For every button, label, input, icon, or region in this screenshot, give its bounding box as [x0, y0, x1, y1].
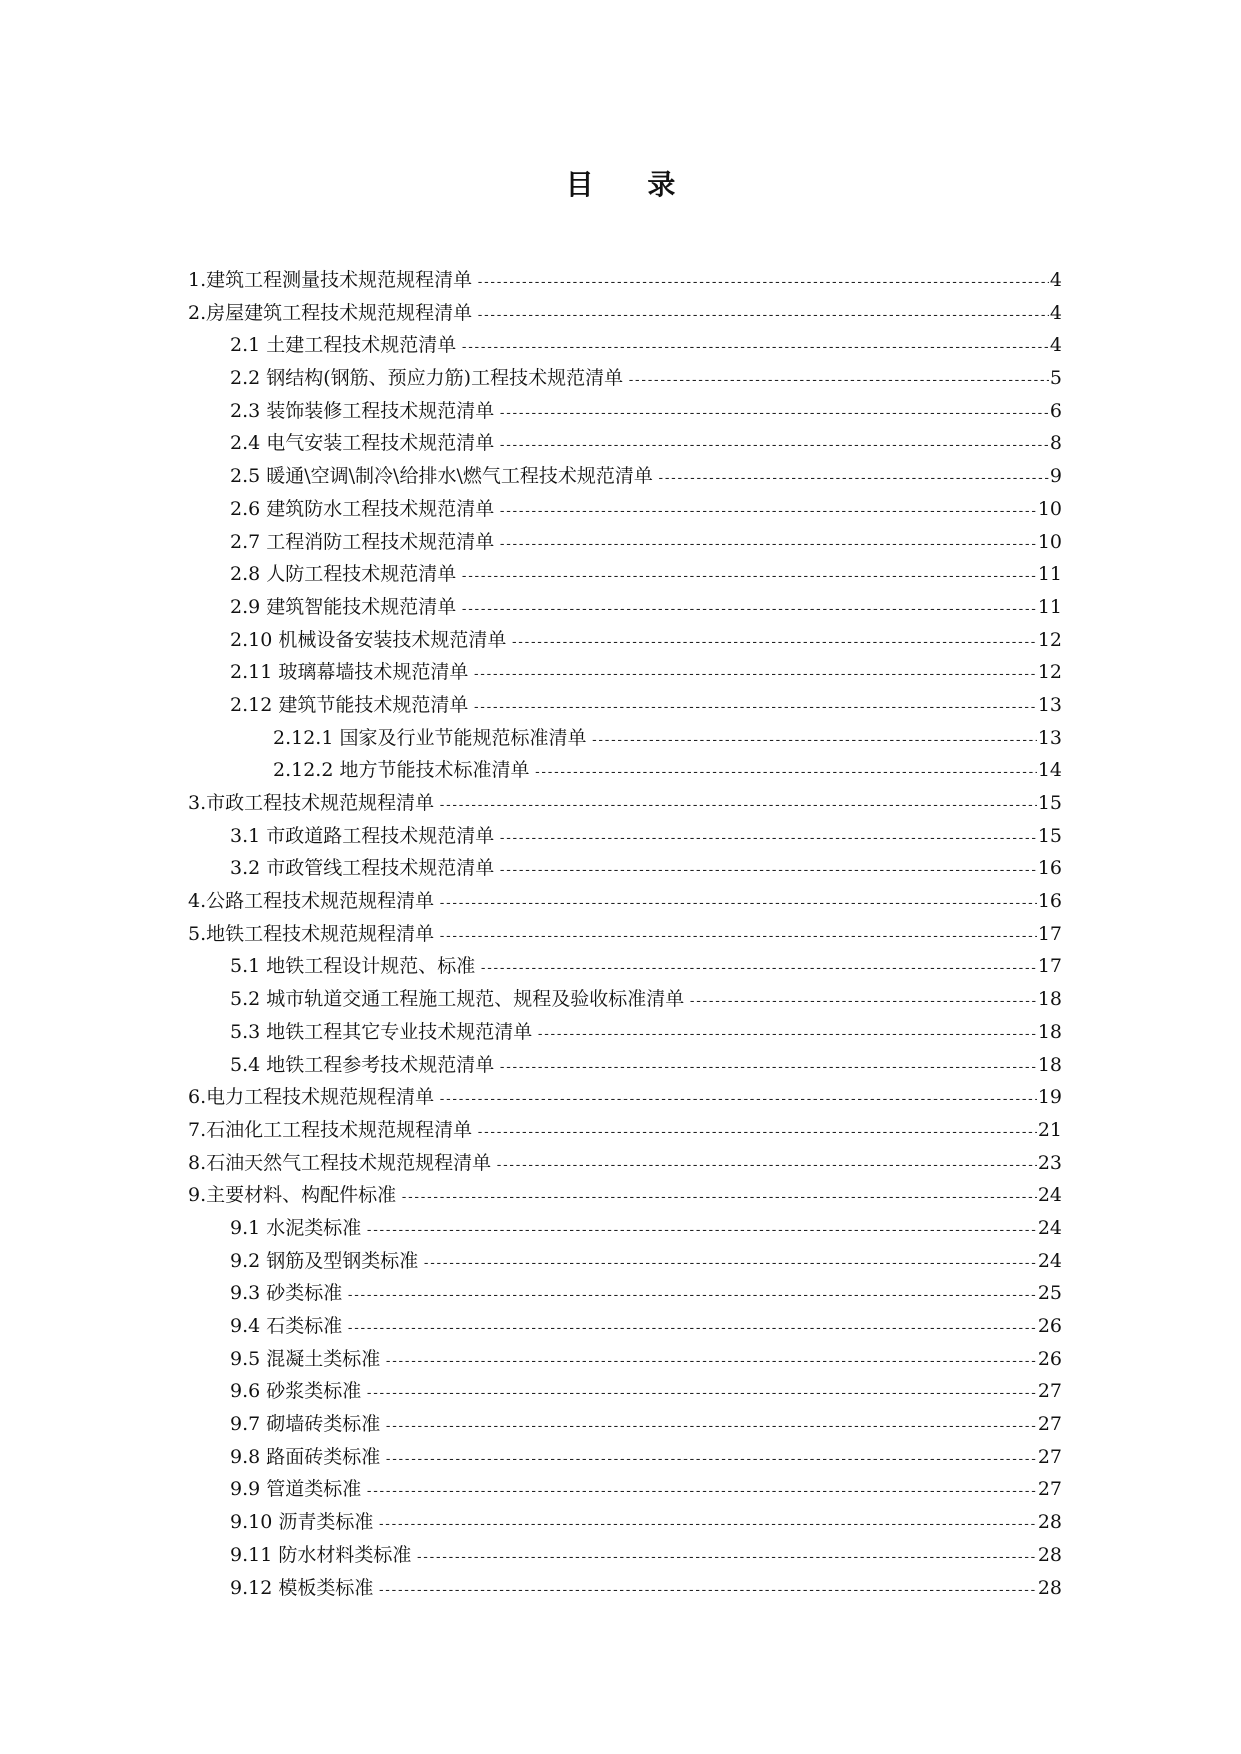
toc-entry[interactable]	[188, 918, 1062, 951]
toc-entry-page-number: 27	[1037, 1413, 1062, 1436]
toc-entry[interactable]	[188, 1441, 1062, 1474]
toc-entry[interactable]	[188, 591, 1062, 624]
toc-entry-label: 9.7 砌墙砖类标准	[230, 1413, 381, 1436]
toc-dot-leader	[476, 267, 1049, 300]
toc-entry-page-number: 8	[1049, 432, 1062, 455]
toc-entry-label: 9.8 路面砖类标准	[230, 1445, 381, 1468]
toc-entry-page-number: 28	[1037, 1576, 1062, 1599]
toc-entry-page-number: 25	[1037, 1282, 1062, 1305]
toc-dot-leader	[495, 1150, 1037, 1183]
toc-entry[interactable]	[188, 722, 1062, 755]
toc-dot-leader	[422, 1248, 1037, 1281]
toc-entry-label: 5.地铁工程技术规范规程清单	[188, 922, 435, 945]
toc-dot-leader	[510, 627, 1036, 660]
toc-dot-leader	[657, 463, 1049, 496]
toc-entry[interactable]	[188, 754, 1062, 787]
toc-entry-page-number: 15	[1037, 824, 1062, 847]
toc-entry[interactable]	[188, 362, 1062, 395]
toc-entry-label: 5.3 地铁工程其它专业技术规范清单	[230, 1020, 533, 1043]
toc-entry[interactable]	[188, 820, 1062, 853]
toc-entry-label: 9.12 模板类标准	[230, 1576, 374, 1599]
toc-entry-page-number: 10	[1037, 530, 1062, 553]
toc-dot-leader	[400, 1182, 1037, 1215]
toc-entry[interactable]	[188, 1016, 1062, 1049]
toc-dot-leader	[365, 1476, 1037, 1509]
toc-dot-leader	[415, 1542, 1036, 1575]
toc-dot-leader	[438, 921, 1037, 954]
toc-entry-label: 7.石油化工工程技术规范规程清单	[188, 1118, 473, 1141]
table-of-contents	[188, 264, 1062, 1604]
toc-entry-label: 1.建筑工程测量技术规范规程清单	[188, 269, 473, 291]
toc-entry-page-number: 5	[1049, 367, 1062, 390]
toc-entry-page-number: 13	[1037, 693, 1062, 716]
toc-entry-page-number: 9	[1049, 465, 1062, 488]
toc-entry-page-number: 27	[1037, 1380, 1062, 1403]
toc-entry-page-number: 4	[1049, 269, 1062, 291]
toc-entry-label: 2.12.2 地方节能技术标准清单	[273, 759, 530, 782]
toc-entry-page-number: 16	[1037, 890, 1062, 913]
toc-entry-label: 9.10 沥青类标准	[230, 1511, 374, 1534]
toc-entry[interactable]	[188, 1277, 1062, 1310]
toc-entry[interactable]	[188, 689, 1062, 722]
toc-dot-leader	[384, 1444, 1037, 1477]
toc-entry[interactable]	[188, 460, 1062, 493]
toc-dot-leader	[460, 561, 1037, 594]
toc-dot-leader	[438, 790, 1037, 823]
toc-dot-leader	[479, 953, 1037, 986]
toc-entry[interactable]	[188, 1049, 1062, 1082]
toc-entry-label: 9.4 石类标准	[230, 1315, 343, 1337]
toc-entry-page-number: 14	[1037, 759, 1062, 782]
toc-entry-label: 9.6 砂浆类标准	[230, 1380, 362, 1403]
toc-dot-leader	[472, 659, 1036, 692]
toc-dot-leader	[476, 1117, 1037, 1150]
toc-entry[interactable]	[188, 1539, 1062, 1572]
toc-entry[interactable]	[188, 1343, 1062, 1376]
toc-entry[interactable]	[188, 983, 1062, 1016]
toc-dot-leader	[498, 529, 1037, 562]
toc-entry[interactable]	[188, 1310, 1062, 1343]
toc-entry-page-number: 28	[1037, 1511, 1062, 1534]
toc-entry-label: 5.2 城市轨道交通工程施工规范、规程及验收标准清单	[230, 988, 685, 1011]
toc-entry-page-number: 26	[1037, 1347, 1062, 1370]
toc-entry-page-number: 18	[1037, 1020, 1062, 1043]
toc-entry-label: 2.3 装饰装修工程技术规范清单	[230, 399, 495, 422]
toc-entry[interactable]	[188, 395, 1062, 428]
toc-entry[interactable]	[188, 427, 1062, 460]
toc-dot-leader	[438, 888, 1037, 921]
toc-entry[interactable]	[188, 1572, 1062, 1605]
toc-entry-page-number: 24	[1037, 1184, 1062, 1207]
toc-entry-label: 2.4 电气安装工程技术规范清单	[230, 432, 495, 455]
toc-entry-label: 2.11 玻璃幕墙技术规范清单	[230, 661, 469, 684]
toc-dot-leader	[365, 1378, 1037, 1411]
toc-dot-leader	[346, 1280, 1037, 1313]
toc-dot-leader	[498, 430, 1049, 463]
toc-entry-label: 9.主要材料、构配件标准	[188, 1184, 397, 1207]
toc-entry[interactable]	[188, 852, 1062, 885]
toc-entry-label: 3.市政工程技术规范规程清单	[188, 792, 435, 814]
toc-entry[interactable]	[188, 1081, 1062, 1114]
toc-dot-leader	[533, 757, 1036, 790]
toc-entry[interactable]	[188, 950, 1062, 983]
toc-entry[interactable]	[188, 526, 1062, 559]
toc-entry-page-number: 18	[1037, 988, 1062, 1011]
toc-entry-page-number: 13	[1037, 726, 1062, 749]
toc-entry[interactable]	[188, 1375, 1062, 1408]
toc-entry-page-number: 6	[1049, 399, 1062, 422]
toc-dot-leader	[536, 1019, 1037, 1052]
toc-entry-label: 2.10 机械设备安装技术规范清单	[230, 628, 507, 651]
toc-entry-page-number: 26	[1037, 1315, 1062, 1337]
toc-entry-page-number: 17	[1037, 922, 1062, 945]
toc-entry-label: 2.5 暖通\空调\制冷\给排水\燃气工程技术规范清单	[230, 465, 653, 488]
toc-entry-page-number: 12	[1037, 628, 1062, 651]
toc-entry-label: 9.9 管道类标准	[230, 1478, 362, 1501]
toc-dot-leader	[472, 692, 1036, 725]
toc-entry-page-number: 23	[1037, 1151, 1062, 1174]
toc-dot-leader	[377, 1575, 1036, 1608]
toc-entry-label: 8.石油天然气工程技术规范规程清单	[188, 1151, 492, 1174]
toc-dot-leader	[688, 986, 1037, 1019]
toc-entry-page-number: 15	[1037, 792, 1062, 814]
toc-entry[interactable]	[188, 1473, 1062, 1506]
toc-entry-label: 3.1 市政道路工程技术规范清单	[230, 824, 495, 847]
toc-entry-label: 2.12.1 国家及行业节能规范标准清单	[273, 726, 587, 749]
toc-entry[interactable]	[188, 297, 1062, 330]
toc-dot-leader	[498, 496, 1037, 529]
toc-entry-page-number: 27	[1037, 1445, 1062, 1468]
toc-entry-label: 5.4 地铁工程参考技术规范清单	[230, 1053, 495, 1076]
toc-entry-label: 4.公路工程技术规范规程清单	[188, 890, 435, 913]
toc-entry[interactable]	[188, 1245, 1062, 1278]
toc-entry[interactable]	[188, 1179, 1062, 1212]
toc-entry-label: 9.2 钢筋及型钢类标准	[230, 1249, 419, 1272]
toc-entry-page-number: 24	[1037, 1249, 1062, 1272]
toc-entry[interactable]	[188, 1114, 1062, 1147]
toc-entry[interactable]	[188, 1212, 1062, 1245]
toc-entry-page-number: 18	[1037, 1053, 1062, 1076]
toc-entry-page-number: 28	[1037, 1543, 1062, 1566]
toc-entry-page-number: 4	[1049, 301, 1062, 324]
page-title: 目 录	[565, 168, 698, 201]
toc-entry[interactable]	[188, 493, 1062, 526]
toc-dot-leader	[460, 594, 1037, 627]
toc-entry-label: 2.8 人防工程技术规范清单	[230, 563, 457, 586]
toc-entry-label: 9.3 砂类标准	[230, 1282, 343, 1305]
toc-entry-label: 9.5 混凝土类标准	[230, 1347, 381, 1370]
toc-entry[interactable]	[188, 1408, 1062, 1441]
toc-entry-label: 9.11 防水材料类标准	[230, 1543, 412, 1566]
toc-entry[interactable]	[188, 1147, 1062, 1180]
toc-entry-label: 2.12 建筑节能技术规范清单	[230, 693, 469, 716]
toc-dot-leader	[498, 398, 1049, 431]
toc-entry-label: 5.1 地铁工程设计规范、标准	[230, 955, 476, 978]
toc-entry-label: 2.6 建筑防水工程技术规范清单	[230, 497, 495, 520]
toc-dot-leader	[377, 1509, 1036, 1542]
toc-dot-leader	[460, 332, 1049, 365]
toc-entry-page-number: 4	[1049, 334, 1062, 357]
toc-entry-label: 2.2 钢结构(钢筋、预应力筋)工程技术规范清单	[230, 367, 624, 390]
toc-entry-page-number: 17	[1037, 955, 1062, 978]
toc-entry[interactable]	[188, 329, 1062, 362]
toc-entry[interactable]	[188, 656, 1062, 689]
toc-dot-leader	[384, 1411, 1037, 1444]
toc-entry[interactable]	[188, 787, 1062, 820]
toc-entry-label: 2.9 建筑智能技术规范清单	[230, 595, 457, 618]
toc-dot-leader	[498, 823, 1037, 856]
toc-dot-leader	[384, 1346, 1037, 1379]
toc-entry-page-number: 16	[1037, 857, 1062, 880]
toc-entry-page-number: 12	[1037, 661, 1062, 684]
toc-entry-page-number: 11	[1037, 563, 1062, 586]
toc-dot-leader	[476, 300, 1049, 333]
toc-dot-leader	[590, 725, 1036, 758]
toc-entry-label: 2.1 土建工程技术规范清单	[230, 334, 457, 357]
toc-dot-leader	[365, 1215, 1037, 1248]
toc-dot-leader	[498, 1052, 1037, 1085]
toc-entry-label: 9.1 水泥类标准	[230, 1216, 362, 1239]
toc-entry-label: 2.房屋建筑工程技术规范规程清单	[188, 301, 473, 324]
toc-entry[interactable]	[188, 885, 1062, 918]
toc-dot-leader	[498, 855, 1037, 888]
toc-dot-leader	[346, 1313, 1037, 1346]
toc-entry-page-number: 19	[1037, 1086, 1062, 1109]
toc-entry[interactable]	[188, 558, 1062, 591]
toc-entry-page-number: 27	[1037, 1478, 1062, 1501]
toc-entry-page-number: 21	[1037, 1118, 1062, 1141]
toc-entry[interactable]	[188, 1506, 1062, 1539]
toc-entry-page-number: 24	[1037, 1216, 1062, 1239]
toc-dot-leader	[438, 1084, 1037, 1117]
toc-dot-leader	[627, 365, 1049, 398]
toc-entry[interactable]	[188, 264, 1062, 297]
toc-entry[interactable]	[188, 624, 1062, 657]
toc-entry-page-number: 11	[1037, 595, 1062, 618]
toc-entry-label: 6.电力工程技术规范规程清单	[188, 1086, 435, 1109]
toc-entry-label: 3.2 市政管线工程技术规范清单	[230, 857, 495, 880]
toc-entry-page-number: 10	[1037, 497, 1062, 520]
toc-entry-label: 2.7 工程消防工程技术规范清单	[230, 530, 495, 553]
